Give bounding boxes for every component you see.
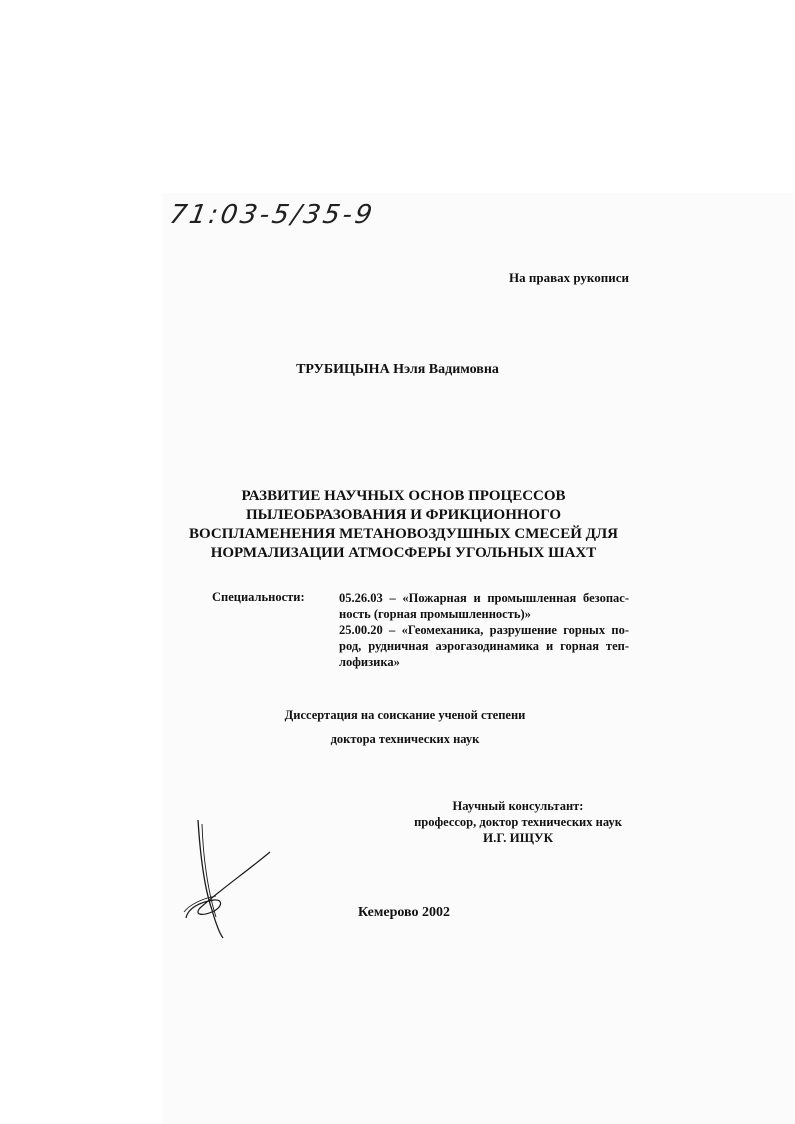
scientific-consultant [400, 798, 636, 846]
specialty-line: ность (горная промышленность)» [339, 607, 531, 621]
specialties-label: Специальности: [212, 590, 305, 604]
author-name: ТРУБИЦЫНА Нэля Вадимовна [296, 362, 499, 377]
title-line: РАЗВИТИЕ НАУЧНЫХ ОСНОВ ПРОЦЕССОВ [241, 488, 566, 504]
specialty-line: 05.26.03 – «Пожарная и промышленная безопас- [339, 591, 629, 605]
dissertation-degree-line-1: Диссертация на соискание ученой степени [284, 708, 526, 722]
dissertation-title [150, 487, 657, 563]
specialty-line: род, рудничная аэрогазодинамика и горная теп- [339, 639, 629, 653]
consultant-position: профессор, доктор технических наук [414, 815, 622, 829]
consultant-label: Научный консультант: [452, 799, 584, 813]
specialty-line: лофизика» [339, 655, 400, 669]
title-line: НОРМАЛИЗАЦИИ АТМОСФЕРЫ УГОЛЬНЫХ ШАХТ [210, 545, 597, 561]
handwritten-inventory-number: 71:03-5/35-9 [167, 200, 378, 230]
handwritten-signature [180, 812, 280, 942]
rights-notice: На правах рукописи [509, 270, 629, 285]
specialty-line: 25.00.20 – «Геомеханика, разрушение горных по- [339, 623, 629, 637]
consultant-name: И.Г. ИЩУК [482, 830, 554, 845]
signature-stroke [202, 824, 216, 917]
specialties-list [339, 590, 629, 670]
dissertation-degree-line-2: доктора технических наук [330, 732, 480, 746]
title-line: ПЫЛЕОБРАЗОВАНИЯ И ФРИКЦИОННОГО [245, 507, 562, 523]
city-year: Кемерово 2002 [358, 905, 450, 920]
title-line: ВОСПЛАМЕНЕНИЯ МЕТАНОВОЗДУШНЫХ СМЕСЕЙ ДЛЯ [189, 526, 618, 542]
